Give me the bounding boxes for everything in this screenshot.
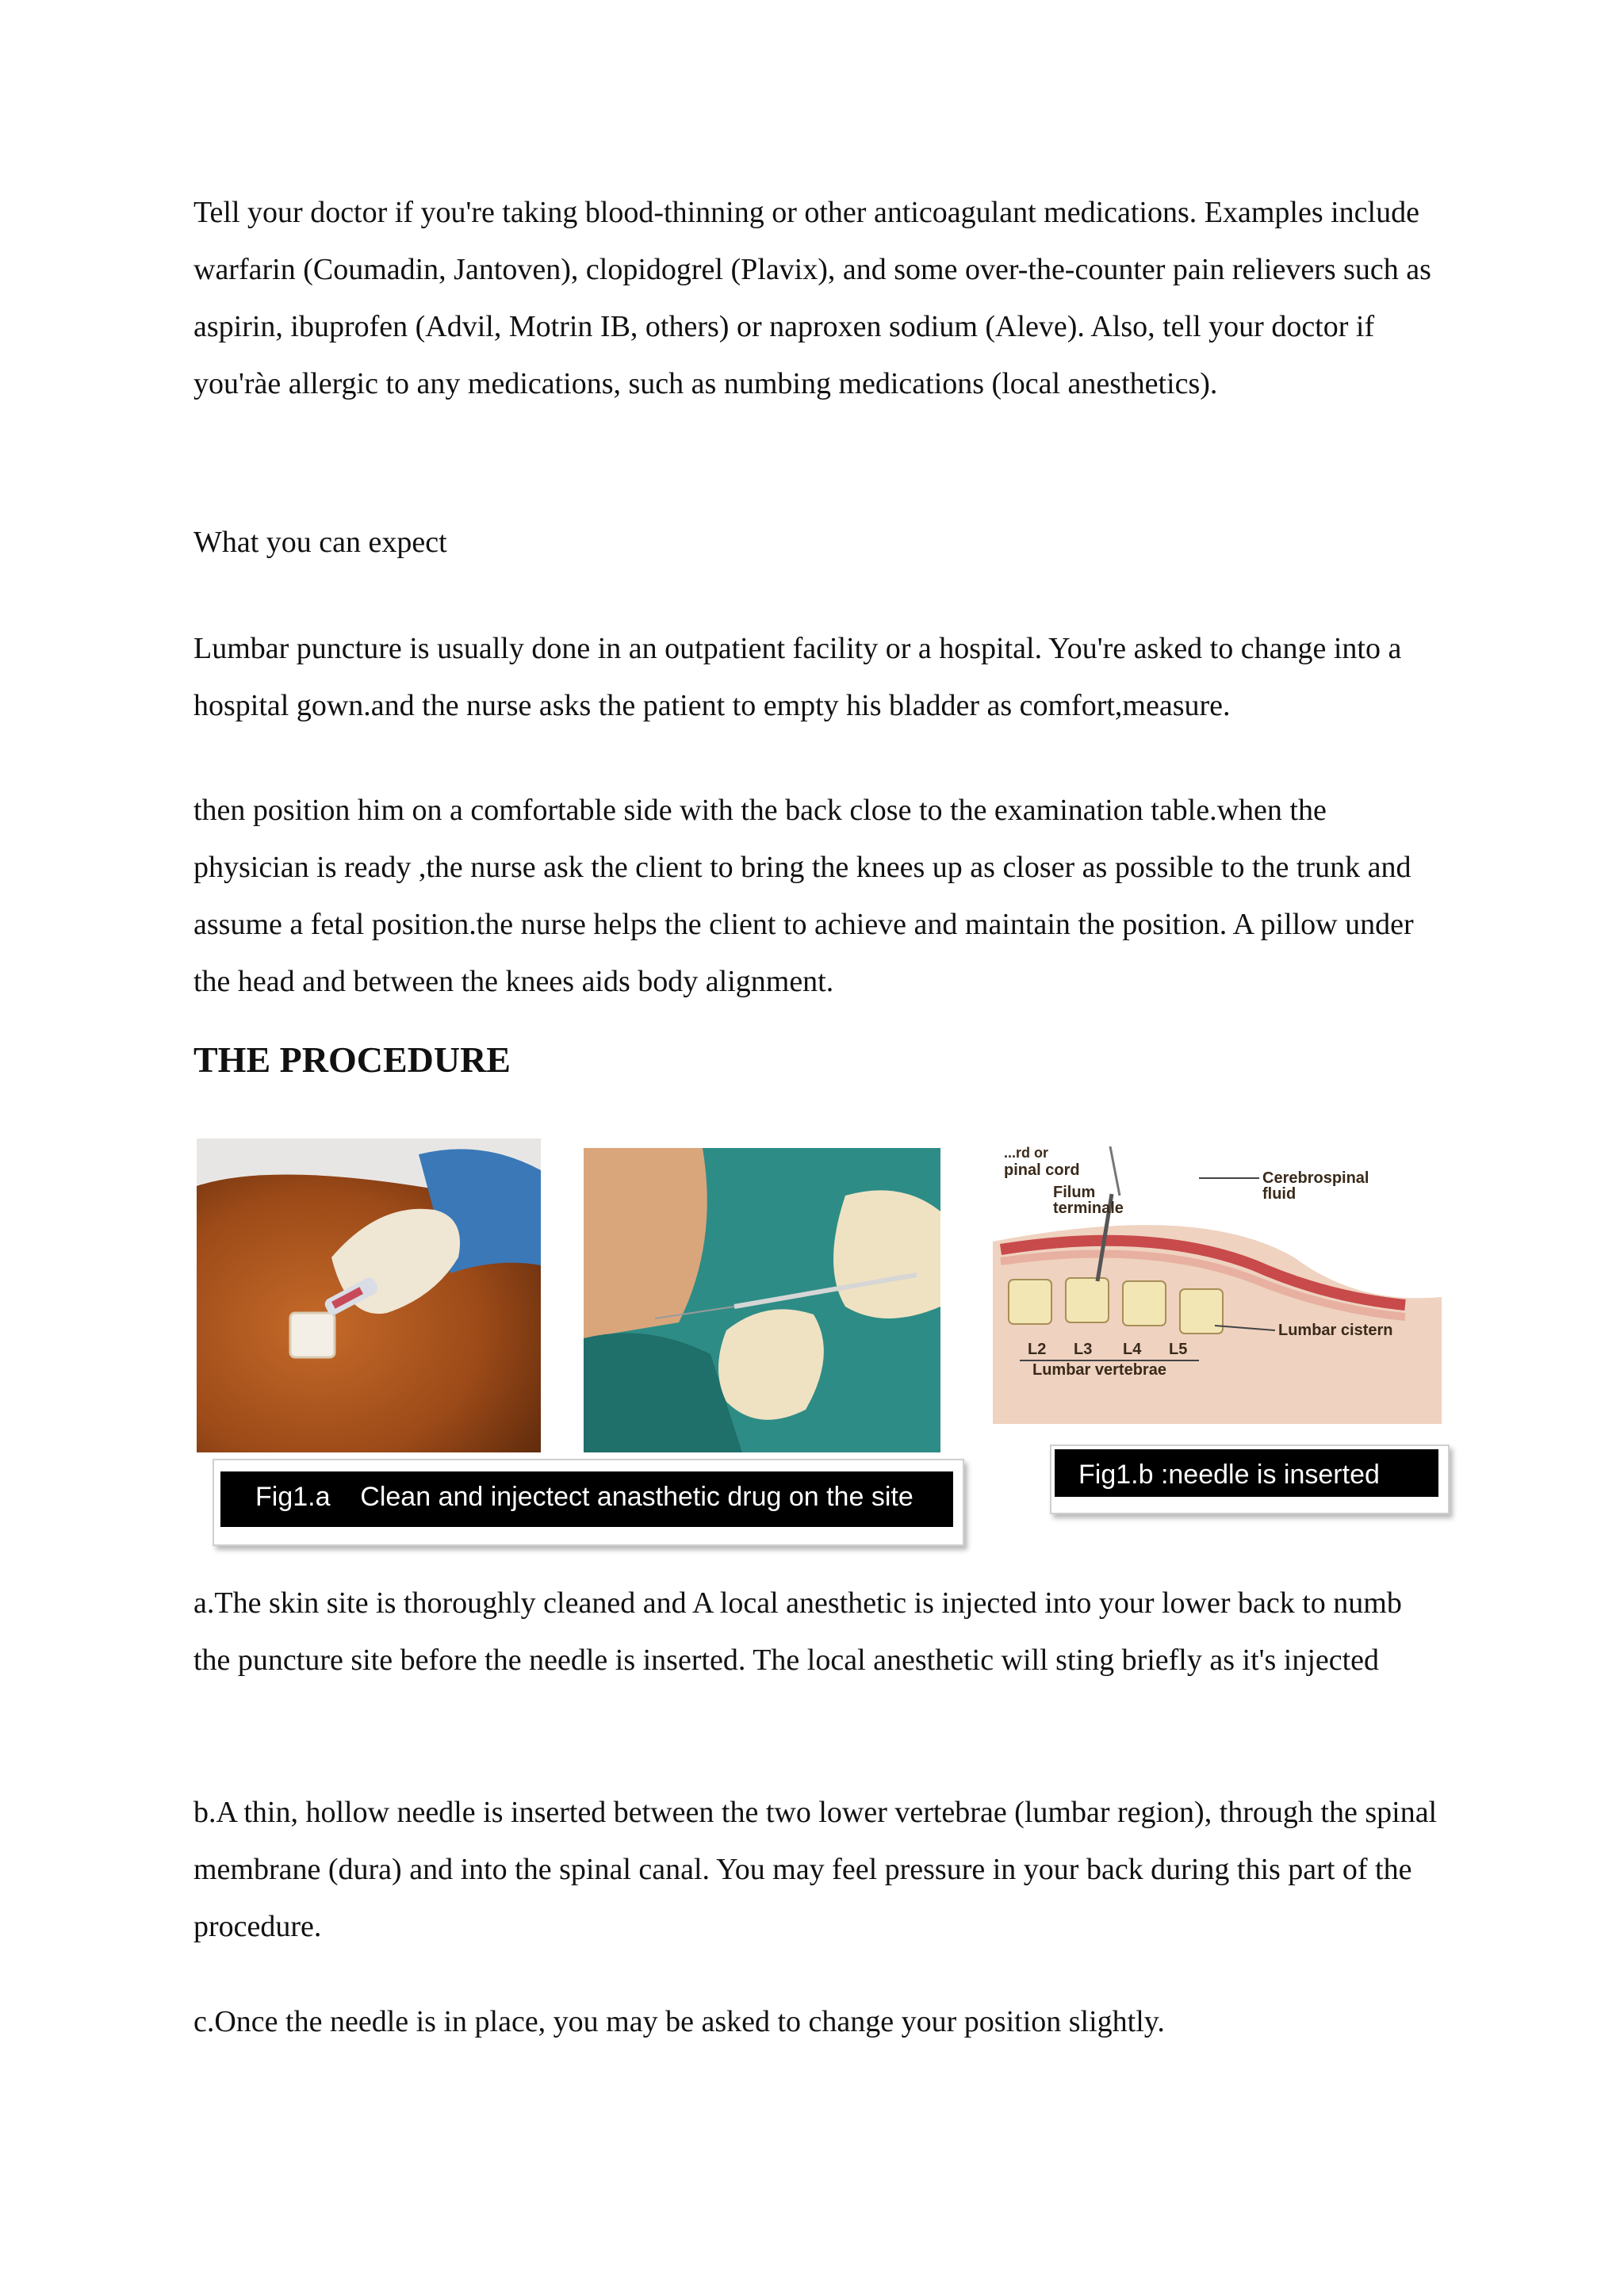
diagram-label-l4: L4	[1123, 1341, 1142, 1358]
diagram-label-lumbar-vertebrae: Lumbar vertebrae	[1032, 1361, 1166, 1379]
paragraph-text: then position him on a comfortable side with the back close to the examination table.when the physician is ready ,the nurse ask the client to bring the knees up as closer as possible to the trunk and assume a fetal position.the nurse helps the client to achieve and maintain the position. A pillow under the head and between the knees aids body alignment.	[193, 794, 1414, 998]
paragraph-anticoagulant-warning	[193, 184, 1438, 412]
caption-fig1b: Fig1.b :needle is inserted	[1055, 1449, 1438, 1497]
diagram-label-l2: L2	[1028, 1341, 1047, 1358]
photo-cleaning-site	[197, 1138, 541, 1452]
paragraph-text: b.A thin, hollow needle is inserted between the two lower vertebrae (lumbar region), through the spinal membrane (dura) and into the spinal canal. You may feel pressure in your back during this part of the procedure.	[193, 1796, 1438, 1943]
photo-needle-insertion-image	[584, 1148, 940, 1452]
paragraph-text: Lumbar puncture is usually done in an outpatient facility or a hospital. You're asked to change into a hospital gown.and the nurse asks the patient to empty his bladder as comfort,measure.	[193, 632, 1402, 722]
photo-cleaning-site-image	[197, 1138, 541, 1452]
paragraph-text: a.The skin site is thoroughly cleaned and A local anesthetic is injected into your lower back to numb the puncture site before the needle is inserted. The local anesthetic will sting briefly as it's injected	[193, 1586, 1402, 1677]
diagram-label-terminale: terminale	[1053, 1200, 1124, 1217]
subheading-what-to-expect	[193, 514, 1438, 571]
paragraph-step-c	[193, 1993, 1438, 2050]
diagram-label-csf-1: Cerebrospinal	[1262, 1169, 1369, 1187]
photo-needle-insertion	[584, 1148, 940, 1452]
diagram-lumbar-anatomy-image	[993, 1146, 1442, 1424]
paragraph-text: What you can expect	[193, 526, 447, 559]
diagram-label-csf-2: fluid	[1262, 1185, 1297, 1203]
diagram-label-filum: Filum	[1053, 1184, 1096, 1201]
diagram-label-l5: L5	[1169, 1341, 1188, 1358]
paragraph-positioning	[193, 782, 1438, 1010]
section-heading: THE PROCEDURE	[193, 1039, 511, 1080]
diagram-label-cord-top: ...rd or	[1004, 1146, 1049, 1161]
caption-fig1a: Fig1.a Clean and injectect anasthetic drug on the site	[220, 1471, 953, 1527]
diagram-label-lumbar-cistern: Lumbar cistern	[1278, 1322, 1393, 1339]
paragraph-text: c.Once the needle is in place, you may be asked to change your position slightly.	[193, 2005, 1165, 2038]
paragraph-text: Tell your doctor if you're taking blood-thinning or other anticoagulant medications. Examples include warfarin (Coumadin, Jantoven), clopidogrel (Plavix), and some over-the-counter pain relievers such as aspirin, ibuprofen (Advil, Motrin IB, others) or naproxen sodium (Aleve). Also, tell your doctor if you'ràe allergic to any medications, such as numbing medications (local anesthetics).	[193, 196, 1431, 400]
diagram-label-l3: L3	[1074, 1341, 1093, 1358]
diagram-lumbar-anatomy	[993, 1146, 1442, 1424]
paragraph-step-a	[193, 1575, 1438, 1689]
diagram-label-spinal-cord: pinal cord	[1004, 1161, 1080, 1179]
paragraph-preparation	[193, 620, 1438, 734]
paragraph-step-b	[193, 1784, 1438, 1955]
